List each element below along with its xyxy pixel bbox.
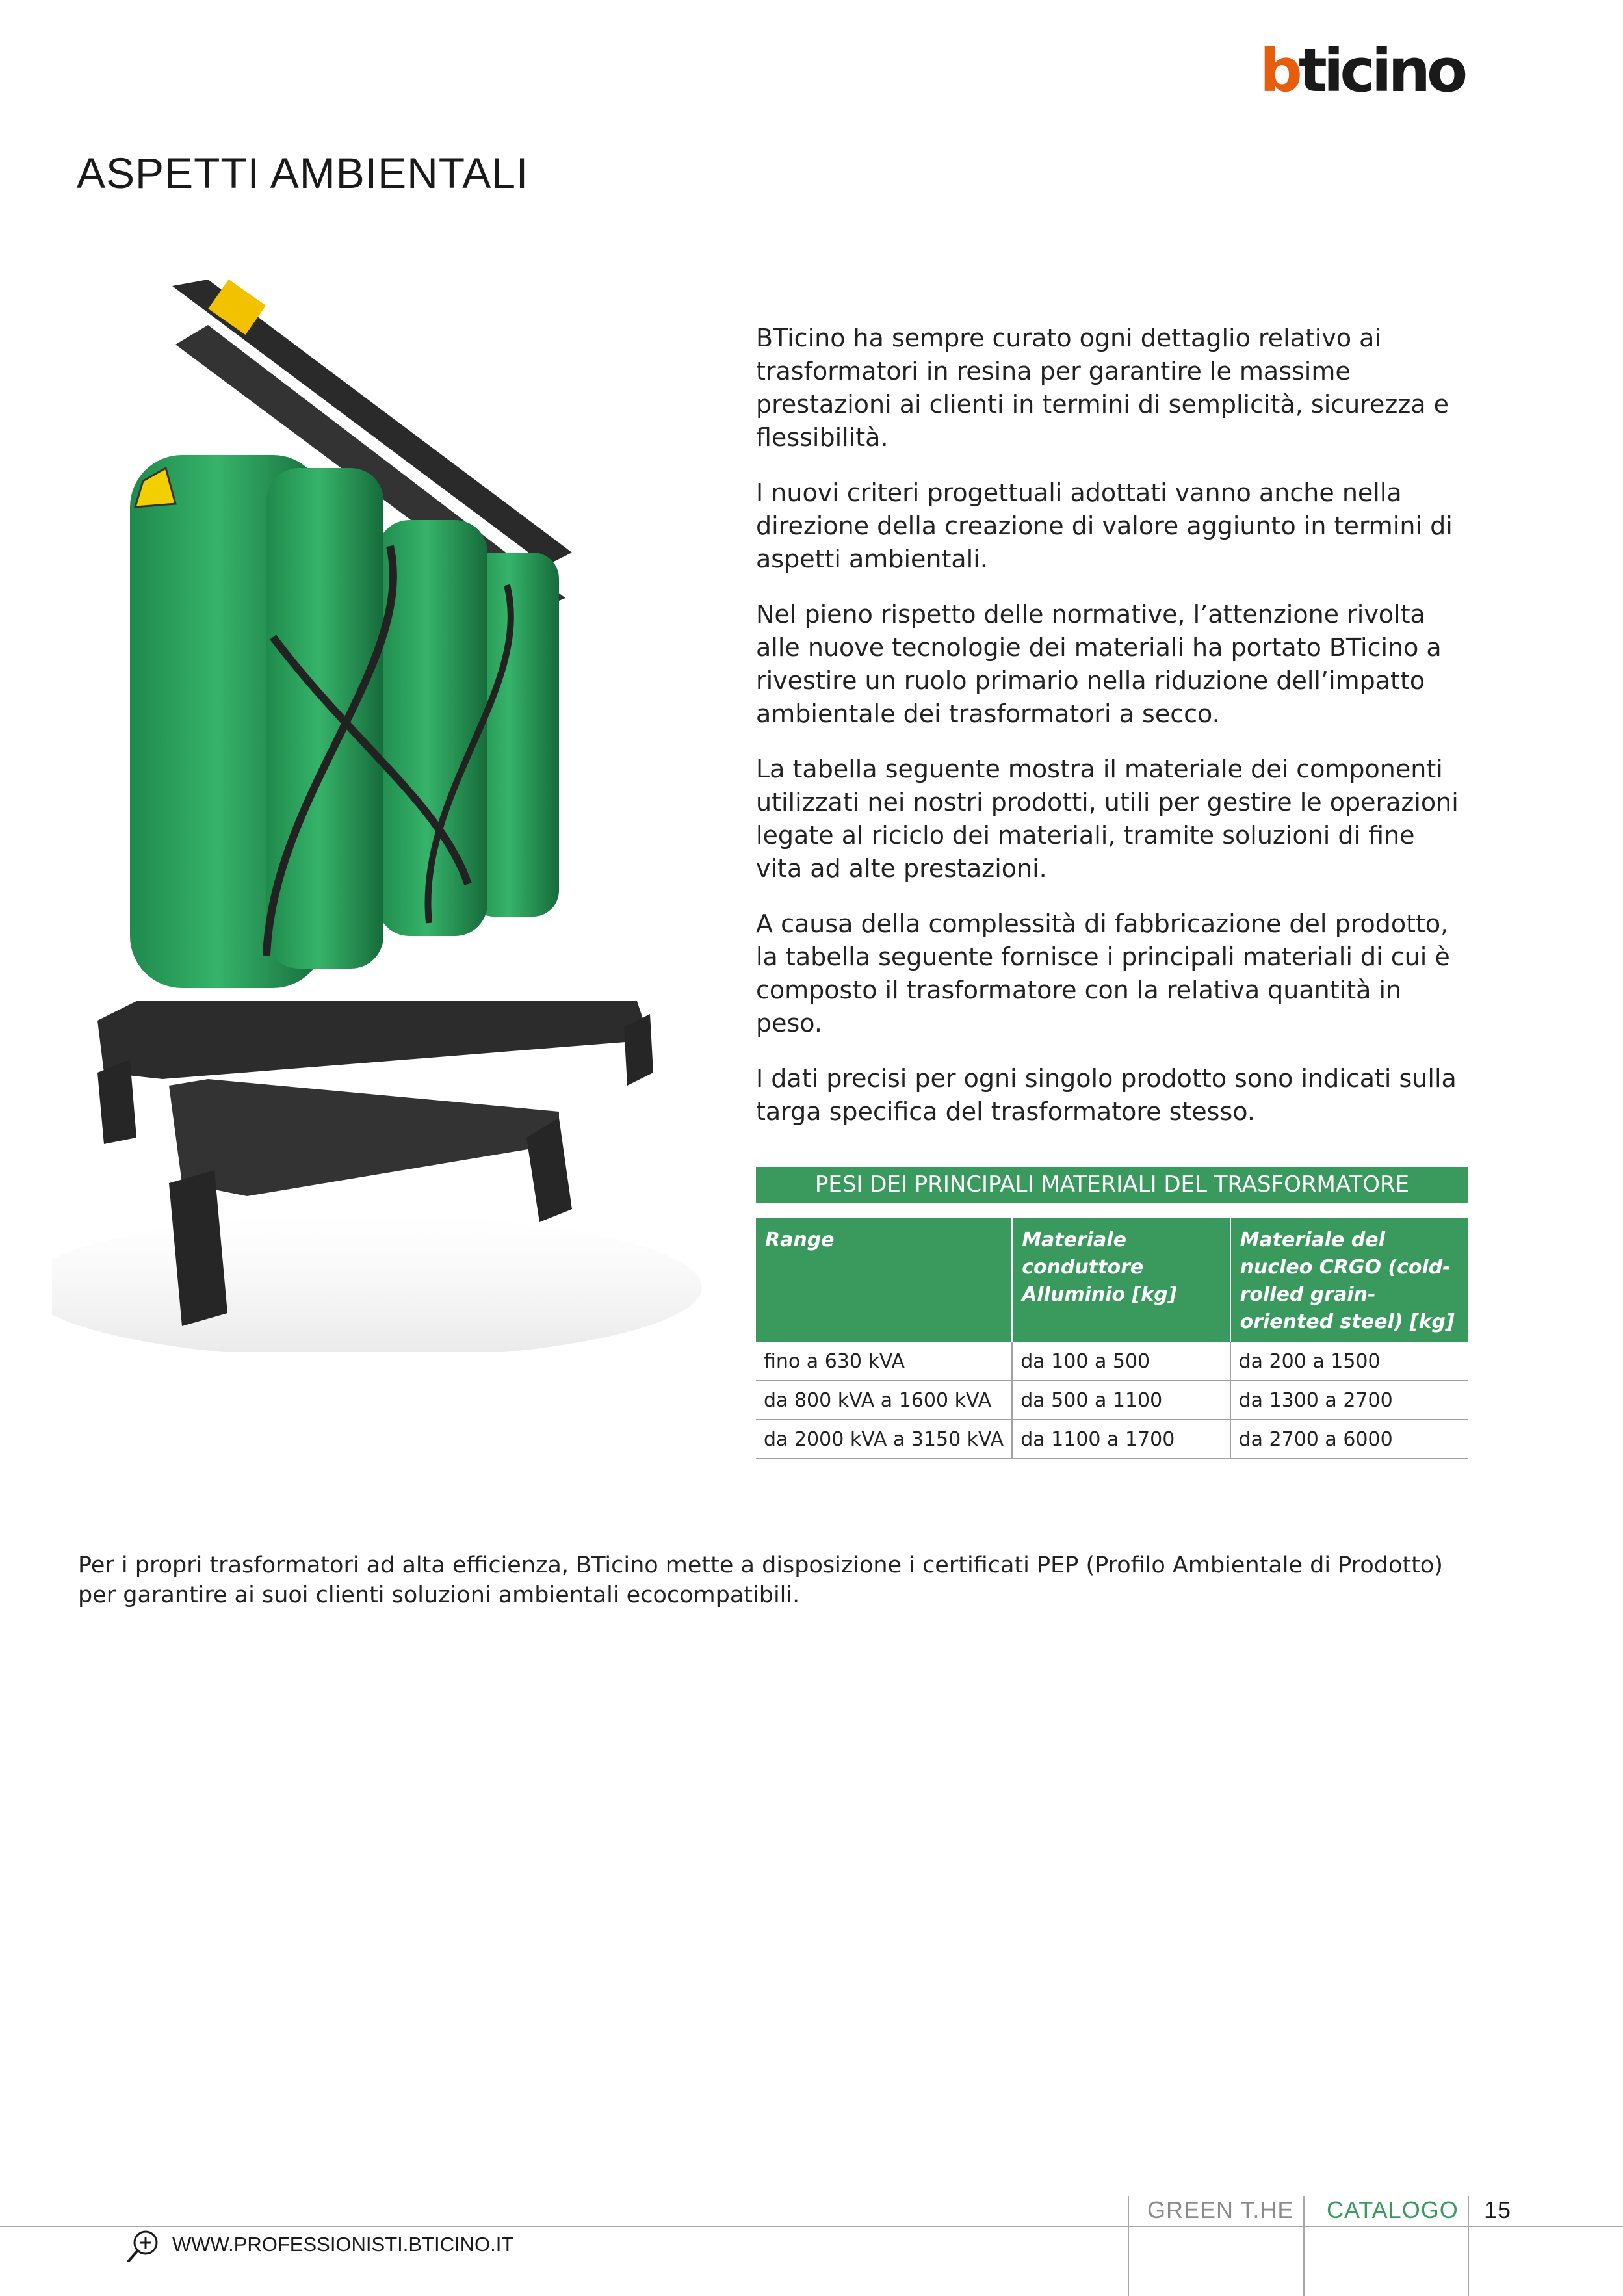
column-header-aluminium: Materiale conduttore Alluminio [kg] bbox=[1012, 1218, 1230, 1342]
table-cell-aluminium: da 500 a 1100 bbox=[1012, 1381, 1230, 1420]
table-title: PESI DEI PRINCIPALI MATERIALI DEL TRASFORMATORE bbox=[756, 1167, 1468, 1203]
table-row bbox=[756, 1420, 1468, 1459]
magnifier-plus-icon bbox=[125, 2228, 161, 2265]
table-header-row bbox=[756, 1218, 1468, 1342]
transformer-illustration bbox=[52, 273, 721, 1352]
page-title: ASPETTI AMBIENTALI bbox=[77, 149, 529, 197]
intro-paragraph: Nel pieno rispetto delle normative, l’attenzione rivolta alle nuove tecnologie dei materiali ha portato BTicino a rivestire un ruolo primario nella riduzione dell’impatto ambientale dei trasformatori a secco. bbox=[756, 600, 1442, 728]
intro-paragraph: I nuovi criteri progettuali adottati vanno anche nella direzione della creazione di valore aggiunto in termini di aspetti ambientali. bbox=[756, 478, 1453, 573]
intro-paragraph: La tabella seguente mostra il materiale dei componenti utilizzati nei nostri prodotti, utili per gestire le operazioni legate al riciclo dei materiali, tramite soluzioni di fine vita ad alte prestazioni. bbox=[756, 755, 1459, 883]
footer-separator bbox=[1468, 2196, 1469, 2296]
table-cell-range: da 800 kVA a 1600 kVA bbox=[756, 1381, 1012, 1420]
footer-separator bbox=[1128, 2196, 1129, 2296]
intro-paragraph: BTicino ha sempre curato ogni dettaglio relativo ai trasformatori in resina per garantire le massime prestazioni ai clienti in termini di semplicità, sicurezza e flessibilità. bbox=[756, 324, 1449, 452]
intro-text bbox=[756, 322, 1464, 1151]
page-number: 15 bbox=[1484, 2197, 1512, 2223]
logo-letter-b: b bbox=[1260, 36, 1299, 105]
table-cell-core: da 1300 a 2700 bbox=[1230, 1381, 1468, 1420]
footer-catalog-label: CATALOGO bbox=[1327, 2197, 1459, 2223]
intro-paragraph: I dati precisi per ogni singolo prodotto sono indicati sulla targa specifica del trasformatore stesso. bbox=[756, 1064, 1457, 1126]
table-cell-range: fino a 630 kVA bbox=[756, 1342, 1012, 1381]
table-cell-aluminium: da 1100 a 1700 bbox=[1012, 1420, 1230, 1459]
footer-section-label: GREEN T.HE bbox=[1147, 2197, 1294, 2223]
materials-weight-table bbox=[756, 1218, 1468, 1459]
footer-separator bbox=[1303, 2196, 1305, 2296]
table-cell-aluminium: da 100 a 500 bbox=[1012, 1342, 1230, 1381]
intro-paragraph: A causa della complessità di fabbricazione del prodotto, la tabella seguente fornisce i principali materiali di cui è composto il trasformatore con la relativa quantità in peso. bbox=[756, 909, 1450, 1037]
table-cell-core: da 2700 a 6000 bbox=[1230, 1420, 1468, 1459]
table-cell-range: da 2000 kVA a 3150 kVA bbox=[756, 1420, 1012, 1459]
table-row bbox=[756, 1342, 1468, 1381]
table-row bbox=[756, 1381, 1468, 1420]
bticino-logo bbox=[1260, 36, 1464, 105]
column-header-core: Materiale del nucleo CRGO (cold-rolled grain-oriented steel) [kg] bbox=[1230, 1218, 1468, 1342]
column-header-range: Range bbox=[756, 1218, 1012, 1342]
table-cell-core: da 200 a 1500 bbox=[1230, 1342, 1468, 1381]
website-link[interactable]: WWW.PROFESSIONISTI.BTICINO.IT bbox=[172, 2233, 514, 2256]
logo-wordmark: ticino bbox=[1298, 36, 1464, 105]
pep-certificate-note: Per i propri trasformatori ad alta efficienza, BTicino mette a disposizione i certificati PEP (Profilo Ambientale di Prodotto) per garantire ai suoi clienti soluzioni ambientali ecocompatibili. bbox=[78, 1552, 1443, 1608]
